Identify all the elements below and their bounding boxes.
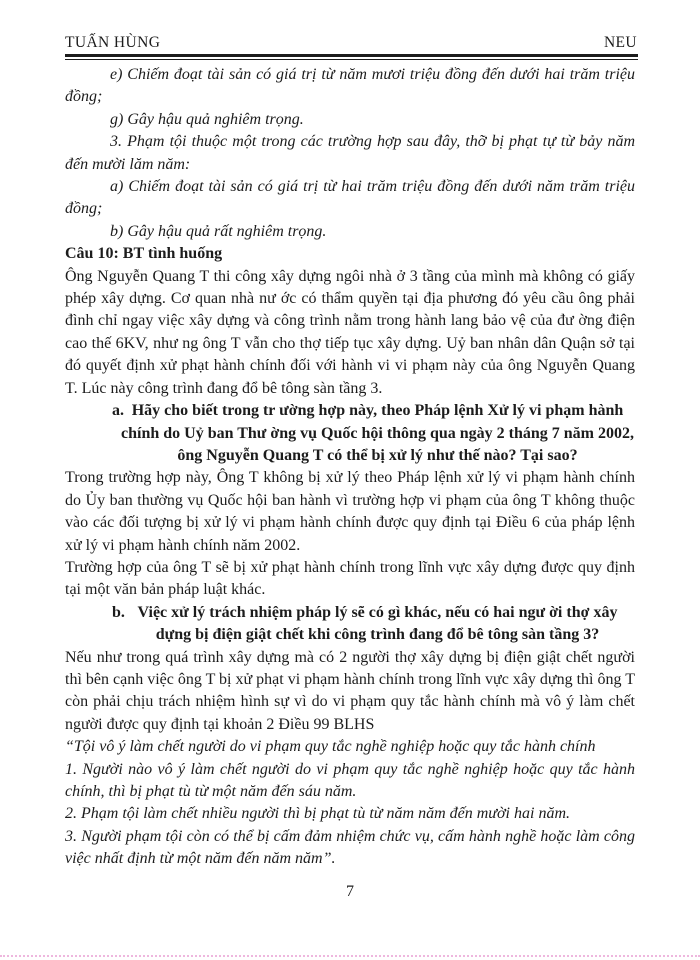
page-break-dotted-line (0, 955, 700, 957)
question-item-a (65, 400, 635, 467)
legal-clause-3a: a) Chiếm đoạt tài sản có giá trị từ hai trăm triệu đồng đến dưới năm trăm triệu đồng; (65, 178, 635, 218)
blhs-quote-title: “Tội vô ý làm chết người do vi phạm quy tắc nghề nghiệp hoặc quy tắc hành chính (65, 738, 596, 756)
legal-clause-3b: b) Gây hậu quả rất nghiêm trọng. (110, 222, 327, 240)
legal-clause-3: 3. Phạm tội thuộc một trong các trường hợp sau đây, thỡ bị phạt tự từ bảy năm đến mười lăm năm: (65, 133, 635, 173)
document-body (65, 64, 635, 871)
legal-clause-g: g) Gây hậu quả nghiêm trọng. (110, 110, 304, 128)
page-header (65, 0, 637, 52)
blhs-quote-clause-1: 1. Người nào vô ý làm chết người do vi phạm quy tắc nghề nghiệp hoặc quy tắc hành chính, thì bị phạt tù từ một năm đến sáu năm. (65, 760, 635, 800)
answer-a-paragraph-1: Trong trường hợp này, Ông T không bị xử lý theo Pháp lệnh xử lý vi phạm hành chính do Ủy ban thường vụ Quốc hội ban hành vì trường hợp vi phạm của ông T không thuộc vào các đối tượng bị xử lý vi phạm hành chính được quy định tại Điều 6 của pháp lệnh xử lý vi phạm hành chính năm 2002. (65, 469, 635, 554)
header-divider-rule (65, 54, 638, 60)
case-heading: Câu 10: BT tình huống (65, 245, 223, 263)
question-a-label: a. (112, 402, 124, 420)
header-author-title: TUẤN HÙNG (65, 34, 161, 51)
answer-b-paragraph: Nếu như trong quá trình xây dựng mà có 2 người thợ xây dựng bị điện giật chết người thì bên cạnh việc ông T bị xử phạt vi phạm hành chính trong lĩnh vực xây dựng thì ông T còn phải chịu trách nhiệm hình sự vì do vi phạm quy tắc hành chính mà vô ý làm chết người được quy định tại khoản 2 Điều 99 BLHS (65, 648, 635, 733)
blhs-quote-clause-2: 2. Phạm tội làm chết nhiều người thì bị phạt tù từ năm năm đến mười hai năm. (65, 805, 570, 823)
case-description: Ông Nguyễn Quang T thi công xây dựng ngôi nhà ở 3 tầng của mình mà không có giấy phép xây dựng. Cơ quan nhà nư ớc có thẩm quyền tại địa phương đó yêu cầu ông phải đình chỉ ngay việc xây dựng và công trình nằm trong hành lang bảo vệ của đư ờng điện cao thế 6KV, như ng ông T vẫn cho thợ tiếp tục xây dựng. Uỷ ban nhân dân Quận sở tại đó quyết định xử phạt hành chính đối với hành vi vi phạm này của ông Nguyễn Quang T. Lúc này công trình đang đổ bê tông sàn tầng 3. (65, 267, 635, 397)
answer-a-paragraph-2: Trường hợp của ông T sẽ bị xử phạt hành chính trong lĩnh vực xây dựng được quy định tại một văn bản pháp luật khác. (65, 558, 635, 599)
question-b-label: b. (112, 603, 125, 621)
header-org-title: NEU (603, 34, 637, 51)
legal-clause-e: e) Chiếm đoạt tài sản có giá trị từ năm mươi triệu đồng đến dưới hai trăm triệu đồng; (65, 66, 635, 106)
question-b-text: Việc xử lý trách nhiệm pháp lý sẽ có gì khác, nếu có hai ngư ời thợ xây dựng bị điện giật chết khi công trình đang đổ bê tông sàn tầng 3? (137, 603, 618, 644)
question-a-text: Hãy cho biết trong tr ường hợp này, theo Pháp lệnh Xử lý vi phạm hành chính do Uỷ ban Thư ờng vụ Quốc hội thông qua ngày 2 tháng 7 năm 2002, ông Nguyễn Quang T có thể bị xử lý như thế nào? Tại sao? (121, 402, 634, 464)
blhs-quote-clause-3: 3. Người phạm tội còn có thể bị cấm đảm nhiệm chức vụ, cấm hành nghề hoặc làm công việc nhất định từ một năm đến năm năm”. (65, 827, 635, 868)
page-number: 7 (346, 882, 354, 900)
question-item-b (65, 602, 635, 647)
